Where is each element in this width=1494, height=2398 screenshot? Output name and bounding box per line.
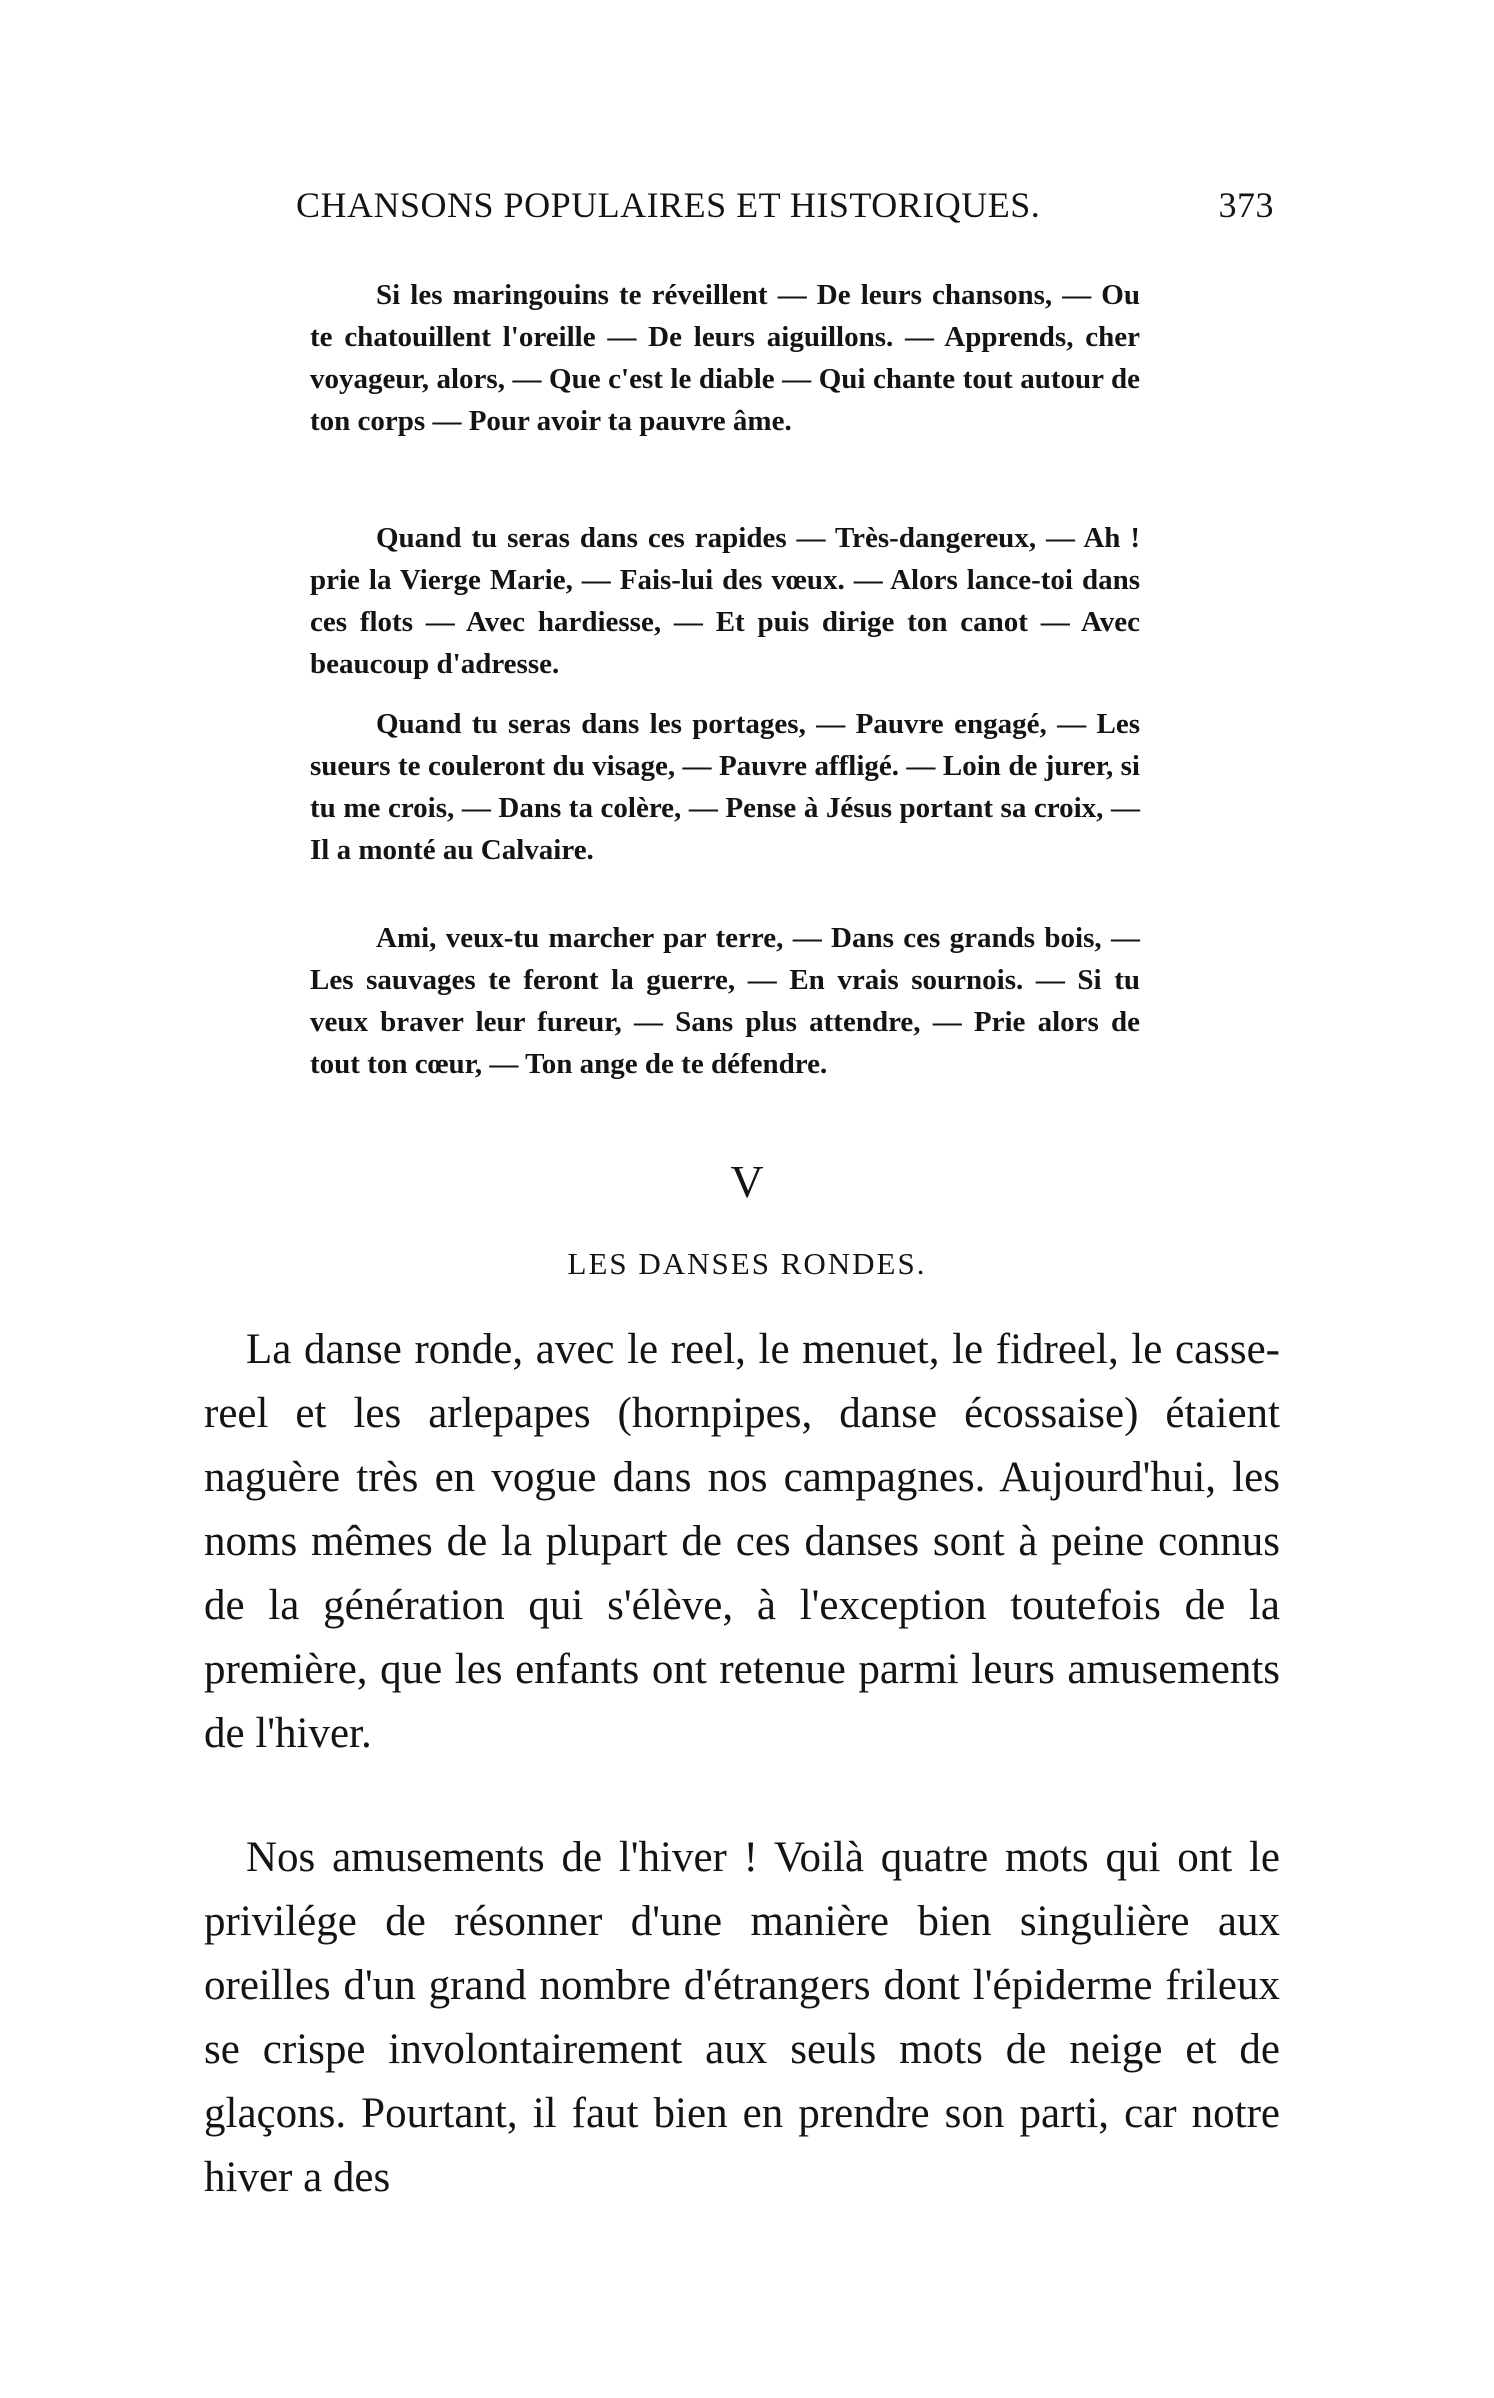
body-paragraph bbox=[204, 1826, 1280, 2210]
song-stanza bbox=[310, 517, 1140, 685]
body-paragraph-text: Nos amusements de l'hiver ! Voilà quatre mots qui ont le privilége de résonner d'une manière bien singulière aux oreilles d'un grand nombre d'étrangers dont l'épiderme frileux se crispe involontairement aux seuls mots de neige et de glaçons. Pourtant, il faut bien en prendre son parti, car notre hiver a des bbox=[204, 1834, 1280, 2201]
song-stanza bbox=[310, 917, 1140, 1085]
page-number: 373 bbox=[1218, 185, 1274, 225]
section-numeral: V bbox=[730, 1156, 764, 1207]
song-stanza-text: Si les maringouins te réveillent — De leurs chansons, — Ou te chatouillent l'oreille — De leurs aiguillons. — Apprends, cher voyageur, alors, — Que c'est le diable — Qui chante tout autour de ton corps — Pour avoir ta pauvre âme. bbox=[310, 279, 1140, 437]
body-paragraph-text: La danse ronde, avec le reel, le menuet, le fidreel, le casse-reel et les arlepapes (hornpipes, danse écossaise) étaient naguère très en vogue dans nos campagnes. Aujourd'hui, les noms mêmes de la plupart de ces danses sont à peine connus de la génération qui s'élève, à l'exception toutefois de la première, que les enfants ont retenue parmi leurs amusements de l'hiver. bbox=[204, 1326, 1280, 1757]
song-stanza-text: Quand tu seras dans les portages, — Pauvre engagé, — Les sueurs te couleront du visage, — Pauvre affligé. — Loin de jurer, si tu me crois, — Dans ta colère, — Pense à Jésus portant sa croix, — Il a monté au Calvaire. bbox=[310, 708, 1140, 866]
running-head bbox=[296, 180, 1274, 230]
section-title: LES DANSES RONDES. bbox=[567, 1246, 927, 1281]
body-paragraph bbox=[204, 1318, 1280, 1766]
song-stanza-text: Ami, veux-tu marcher par terre, — Dans ces grands bois, — Les sauvages te feront la guerre, — En vrais sournois. — Si tu veux braver leur fureur, — Sans plus attendre, — Prie alors de tout ton cœur, — Ton ange de te défendre. bbox=[310, 922, 1140, 1080]
song-stanza bbox=[310, 703, 1140, 871]
song-stanza bbox=[310, 274, 1140, 442]
song-stanza-text: Quand tu seras dans ces rapides — Très-dangereux, — Ah ! prie la Vierge Marie, — Fais-lui des vœux. — Alors lance-toi dans ces flots — Avec hardiesse, — Et puis dirige ton canot — Avec beaucoup d'adresse. bbox=[310, 522, 1140, 680]
running-title: CHANSONS POPULAIRES ET HISTORIQUES. bbox=[296, 185, 1041, 225]
